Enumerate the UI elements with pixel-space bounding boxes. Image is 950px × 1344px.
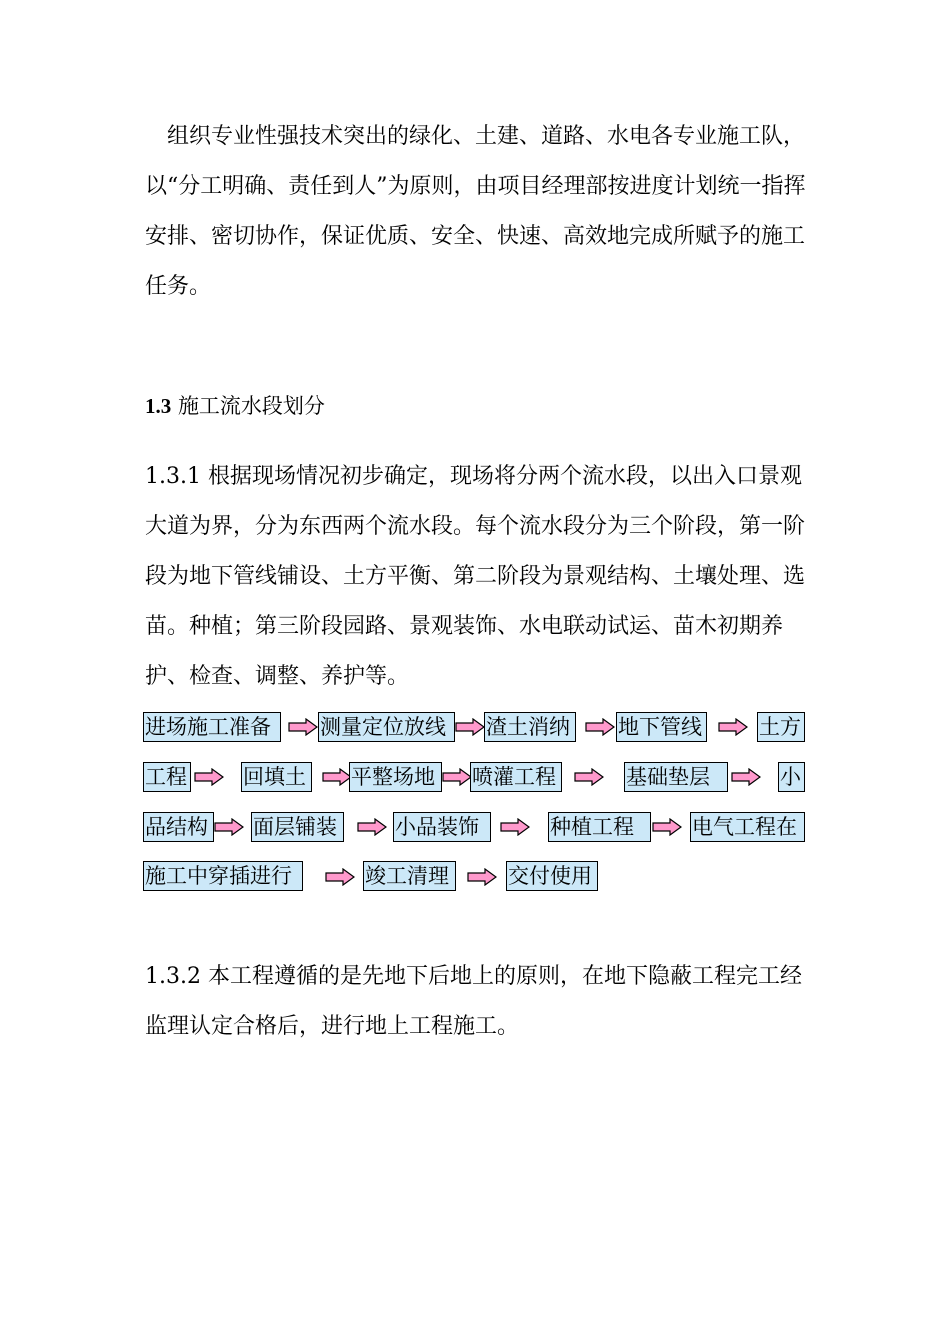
flow-step-small-structures-part1: 小 [778, 762, 805, 792]
flow-arrow-icon [442, 768, 472, 786]
paragraph-1-3-2: 1.3.2 本工程遵循的是先地下后地上的原则，在地下隐蔽工程完工经监理认定合格后，进行地上工程施工。 [145, 964, 802, 1039]
paragraph-1-3-1: 1.3.1 根据现场情况初步确定，现场将分两个流水段，以出入口景观大道为界，分为东西两个流水段。每个流水段分为三个阶段，第一阶段为地下管线铺设、土方平衡、第二阶段为景观结构、土壤处理、选苗。种植；第三阶段园路、景观装饰、水电联动试运、苗木初期养护、检查、调整、养护等。 [145, 464, 806, 689]
flow-step-foundation-cushion: 基础垫层 [624, 762, 728, 792]
flow-step-electrical-part2: 施工中穿插进行 [143, 861, 303, 891]
intro-paragraph: 组织专业性强技术突出的绿化、土建、道路、水电各专业施工队，以“分工明确、责任到人”为原则，由项目经理部按进度计划统一指挥安排、密切协作，保证优质、安全、快速、高效地完成所赋予的施工任务。 [145, 124, 806, 299]
flow-arrow-icon [585, 718, 615, 736]
flow-step-site-leveling: 平整场地 [349, 762, 442, 792]
flow-arrow-icon [288, 718, 318, 736]
flow-arrow-icon [194, 768, 224, 786]
flow-step-small-structures-part2: 品结构 [143, 812, 214, 842]
flow-arrow-icon [325, 868, 355, 886]
flow-step-survey-layout: 测量定位放线 [318, 712, 455, 742]
flow-step-irrigation: 喷灌工程 [470, 762, 562, 792]
flow-step-entry-preparation: 进场施工准备 [143, 712, 281, 742]
flow-step-earthwork-part1: 土方 [757, 712, 805, 742]
section-number: 1.3 [145, 394, 172, 418]
flow-step-completion-cleanup: 竣工清理 [363, 861, 456, 891]
flow-arrow-icon [455, 718, 485, 736]
flow-arrow-icon [718, 718, 748, 736]
section-heading [145, 386, 807, 426]
flow-arrow-icon [652, 818, 682, 836]
flow-arrow-icon [731, 768, 761, 786]
flow-step-spoil-disposal: 渣土消纳 [484, 712, 576, 742]
flow-step-backfill: 回填土 [241, 762, 312, 792]
section-title: 施工流水段划分 [177, 394, 325, 418]
flow-arrow-icon [574, 768, 604, 786]
flow-step-electrical-part1: 电气工程在 [690, 812, 805, 842]
flow-step-earthwork-part2: 工程 [143, 762, 191, 792]
flow-step-planting: 种植工程 [548, 812, 651, 842]
flow-arrow-icon [214, 818, 244, 836]
flow-step-handover: 交付使用 [506, 861, 598, 891]
flow-step-surface-paving: 面层铺装 [251, 812, 344, 842]
flow-step-underground-pipelines: 地下管线 [616, 712, 707, 742]
flow-step-small-decorations: 小品装饰 [393, 812, 491, 842]
flow-arrow-icon [357, 818, 387, 836]
flow-arrow-icon [500, 818, 530, 836]
flow-arrow-icon [322, 768, 352, 786]
flow-arrow-icon [467, 868, 497, 886]
